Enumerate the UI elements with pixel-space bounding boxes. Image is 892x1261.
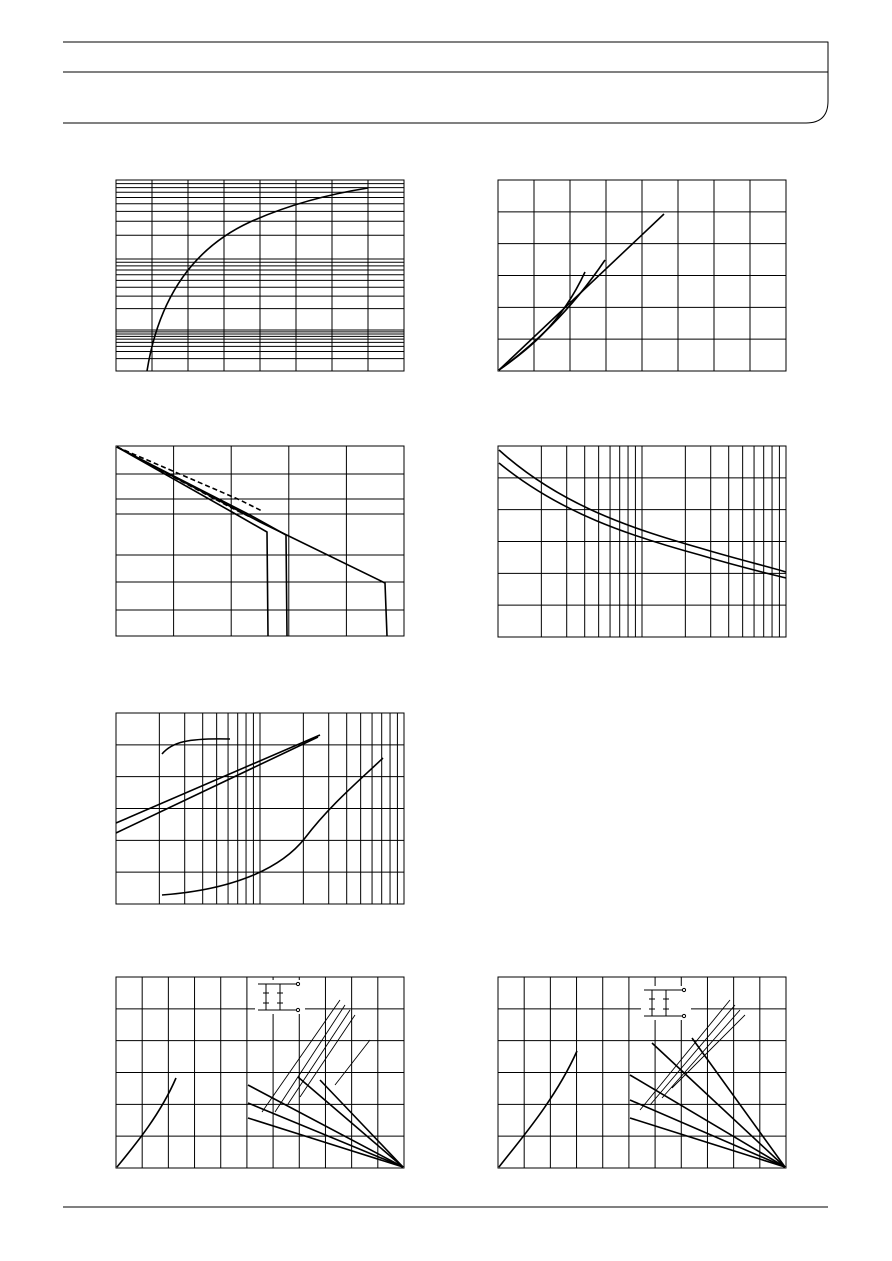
series-line-2 <box>499 260 605 370</box>
chart-panel-4 <box>498 446 786 637</box>
series-solid-3 <box>117 447 268 636</box>
inset-terminal <box>682 1014 685 1017</box>
series-s-curve <box>162 758 383 895</box>
circuit-inset <box>255 980 305 1014</box>
series-curve <box>499 1051 577 1167</box>
series-solid-2 <box>117 447 287 636</box>
leader-lines <box>262 1000 370 1112</box>
header-band <box>63 42 828 123</box>
series-fan-line-4 <box>652 1043 785 1167</box>
chart-panel-1 <box>116 180 404 371</box>
series-curve <box>147 188 368 371</box>
inset-terminal <box>296 1008 299 1011</box>
series-line-1 <box>116 735 320 823</box>
inset-terminal <box>296 982 299 985</box>
series-fan-line-4 <box>298 1077 403 1167</box>
chart-panel-6 <box>116 977 404 1168</box>
chart-panel-7 <box>498 977 786 1168</box>
series-dashed-1 <box>117 447 262 511</box>
series-saturating <box>162 739 230 754</box>
series-line-3 <box>499 272 585 370</box>
header-outline <box>63 42 828 123</box>
inset-terminal <box>682 988 685 991</box>
circuit-inset <box>641 986 691 1020</box>
series-curve <box>117 1078 176 1167</box>
chart-panel-2 <box>498 180 786 371</box>
chart-panel-3 <box>116 446 404 636</box>
chart-panel-5 <box>116 713 404 904</box>
